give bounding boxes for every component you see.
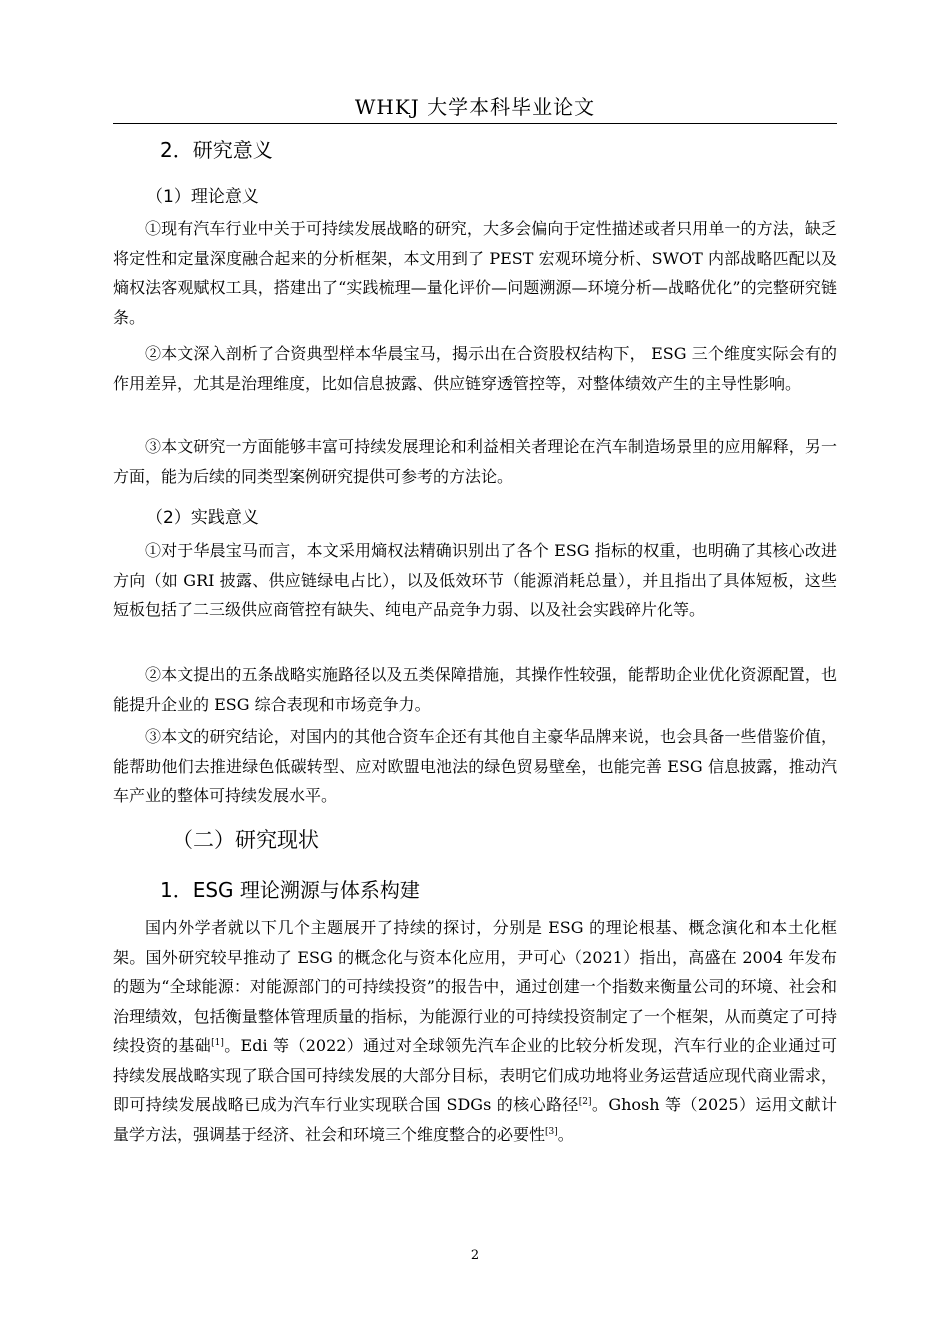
esg-paragraph-text-3: 。Ghosh 等（2025）运用文献计量学方法，强调基于经济、社会和环境三个维度整合的必要性 <box>113 1095 837 1144</box>
esg-paragraph-text-1: 国内外学者就以下几个主题展开了持续的探讨，分别是 ESG 的理论根基、概念演化和本土化框架。国外研究较早推动了 ESG 的概念化与资本化应用，尹可心（2021）指出，高盛在 2004 年发布的题为“全球能源：对能源部门的可持续投资”的报告中，通过创建一个指数来衡量公司的环境、社会和治理绩效，包括衡量整体管理质量的指标，为能源行业的可持续投资制定了一个框架，从而奠定了可持续投资的基础 <box>113 918 837 1055</box>
theory-paragraph-3: ③本文研究一方面能够丰富可持续发展理论和利益相关者理论在汽车制造场景里的应用解释，另一方面，能为后续的同类型案例研究提供可参考的方法论。 <box>113 437 837 486</box>
research-status-heading: （二）研究现状 <box>172 828 319 852</box>
theory-significance-heading: （1）理论意义 <box>146 187 259 207</box>
theory-paragraph-1: ①现有汽车行业中关于可持续发展战略的研究，大多会偏向于定性描述或者只用单一的方法，缺乏将定性和定量深度融合起来的分析框架，本文用到了 PEST 宏观环境分析、SWOT 内部战略匹配以及熵权法客观赋权工具，搭建出了“实践梳理—量化评价—问题溯源—环境分析—战略优化”的完整研究链条。 <box>113 219 837 327</box>
practice-significance-heading: （2）实践意义 <box>146 508 259 528</box>
citation-1: [1] <box>211 1038 224 1048</box>
esg-paragraph-text-2: 。Edi 等（2022）通过对全球领先汽车企业的比较分析发现，汽车行业的企业通过可持续发展战略实现了联合国可持续发展的大部分目标，表明它们成功地将业务运营适应现代商业需求，即可持续发展战略已成为汽车行业实现联合国 SDGs 的核心路径 <box>113 1036 837 1114</box>
esg-paragraph-text-4: 。 <box>557 1124 574 1144</box>
research-significance-heading: 2．研究意义 <box>160 138 273 162</box>
theory-paragraph-2: ②本文深入剖析了合资典型样本华晨宝马，揭示出在合资股权结构下， ESG 三个维度实际会有的作用差异，尤其是治理维度，比如信息披露、供应链穿透管控等，对整体绩效产生的主导性影响。 <box>113 344 837 393</box>
citation-3: [3] <box>545 1126 558 1137</box>
page-header-title: WHKJ 大学本科毕业论文 <box>354 95 596 119</box>
citation-2: [2] <box>578 1097 592 1107</box>
practice-paragraph-2: ②本文提出的五条战略实施路径以及五类保障措施，其操作性较强，能帮助企业优化资源配置，也能提升企业的 ESG 综合表现和市场竞争力。 <box>113 665 837 714</box>
esg-theory-paragraph <box>113 913 837 1149</box>
practice-paragraph-1: ①对于华晨宝马而言，本文采用熵权法精确识别出了各个 ESG 指标的权重，也明确了其核心改进方向（如 GRI 披露、供应链绿电占比），以及低效环节（能源消耗总量），并且指出了具体短板，这些短板包括了二三级供应商管控有缺失、纯电产品竞争力弱、以及社会实践碎片化等。 <box>113 541 837 619</box>
header-divider <box>113 123 837 124</box>
esg-theory-heading: 1．ESG 理论溯源与体系构建 <box>160 878 420 902</box>
practice-paragraph-3: ③本文的研究结论，对国内的其他合资车企还有其他自主豪华品牌来说，也会具备一些借鉴价值，能帮助他们去推进绿色低碳转型、应对欧盟电池法的绿色贸易壁垒，也能完善 ESG 信息披露，推动汽车产业的整体可持续发展水平。 <box>113 727 837 805</box>
page-number: 2 <box>470 1248 480 1263</box>
